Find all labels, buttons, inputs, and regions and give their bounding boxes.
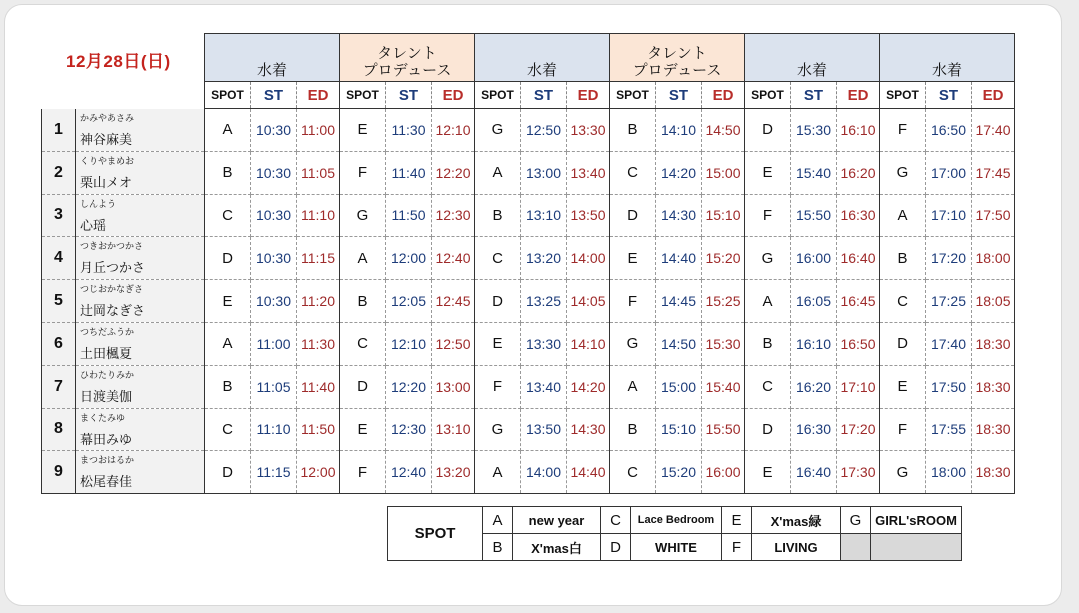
spot-cell: C [205, 194, 251, 237]
end-time: 13:10 [432, 408, 475, 451]
spot-cell: E [205, 280, 251, 323]
start-time: 12:20 [386, 365, 432, 408]
talent-kana: つちだふうか [80, 326, 135, 337]
subheader-st: ST [926, 82, 972, 109]
talent-name: 神谷麻美 [80, 131, 133, 147]
row-number: 4 [42, 237, 76, 280]
start-time: 11:00 [251, 322, 297, 365]
end-time: 13:00 [432, 365, 475, 408]
end-time: 13:50 [567, 194, 610, 237]
end-time: 11:10 [297, 194, 340, 237]
talent-kana: くりやまめお [80, 155, 135, 166]
spot-cell: G [880, 451, 926, 494]
talent-kana: しんよう [80, 198, 117, 209]
start-time: 13:20 [521, 237, 567, 280]
talent-row [42, 322, 1015, 365]
spot-cell: A [340, 237, 386, 280]
start-time: 16:10 [791, 322, 837, 365]
row-number: 2 [42, 151, 76, 194]
block-header: 水着 [745, 34, 880, 82]
talent-row [42, 237, 1015, 280]
start-time: 13:50 [521, 408, 567, 451]
schedule-date: 12月28日(日) [66, 52, 171, 71]
legend-label: new year [513, 507, 601, 534]
end-time: 15:50 [702, 408, 745, 451]
spot-cell: B [340, 280, 386, 323]
talent-name: 心瑶 [80, 217, 107, 233]
end-time: 12:20 [432, 151, 475, 194]
start-time: 11:05 [251, 365, 297, 408]
end-time: 16:50 [837, 322, 880, 365]
subheader-spot: SPOT [205, 82, 251, 109]
spot-cell: F [340, 451, 386, 494]
legend-title: SPOT [388, 507, 483, 561]
end-time: 15:20 [702, 237, 745, 280]
talent-row [42, 280, 1015, 323]
end-time: 11:05 [297, 151, 340, 194]
spot-cell: B [610, 109, 656, 152]
spot-cell: C [475, 237, 521, 280]
spot-cell: E [880, 365, 926, 408]
spot-cell: A [745, 280, 791, 323]
talent-name-cell [76, 365, 205, 408]
start-time: 11:10 [251, 408, 297, 451]
end-time: 12:10 [432, 109, 475, 152]
end-time: 15:30 [702, 322, 745, 365]
start-time: 16:40 [791, 451, 837, 494]
end-time: 14:10 [567, 322, 610, 365]
talent-name-cell [76, 408, 205, 451]
end-time: 11:00 [297, 109, 340, 152]
legend-empty-cell [841, 534, 871, 561]
start-time: 13:25 [521, 280, 567, 323]
start-time: 11:40 [386, 151, 432, 194]
legend-label: X'mas白 [513, 534, 601, 561]
end-time: 17:50 [972, 194, 1015, 237]
legend-letter: F [722, 534, 752, 561]
spot-cell: E [610, 237, 656, 280]
legend-letter: D [601, 534, 631, 561]
start-time: 17:40 [926, 322, 972, 365]
start-time: 16:50 [926, 109, 972, 152]
start-time: 15:00 [656, 365, 702, 408]
end-time: 15:00 [702, 151, 745, 194]
spot-cell: A [205, 109, 251, 152]
start-time: 15:20 [656, 451, 702, 494]
talent-name-cell [76, 322, 205, 365]
start-time: 13:30 [521, 322, 567, 365]
start-time: 14:10 [656, 109, 702, 152]
start-time: 12:50 [521, 109, 567, 152]
legend-letter: B [483, 534, 513, 561]
spot-cell: A [205, 322, 251, 365]
end-time: 14:00 [567, 237, 610, 280]
talent-name-cell [76, 237, 205, 280]
spot-cell: F [340, 151, 386, 194]
spot-cell: C [880, 280, 926, 323]
spot-cell: D [745, 109, 791, 152]
end-time: 11:50 [297, 408, 340, 451]
talent-row [42, 365, 1015, 408]
spot-cell: E [745, 451, 791, 494]
end-time: 13:30 [567, 109, 610, 152]
end-time: 17:20 [837, 408, 880, 451]
start-time: 12:30 [386, 408, 432, 451]
end-time: 15:10 [702, 194, 745, 237]
start-time: 15:10 [656, 408, 702, 451]
legend-label: WHITE [631, 534, 722, 561]
spot-cell: G [745, 237, 791, 280]
end-time: 11:20 [297, 280, 340, 323]
end-time: 18:30 [972, 408, 1015, 451]
end-time: 12:45 [432, 280, 475, 323]
talent-name: 月丘つかさ [80, 260, 146, 276]
end-time: 13:20 [432, 451, 475, 494]
start-time: 13:10 [521, 194, 567, 237]
start-time: 16:30 [791, 408, 837, 451]
sub-spacer [42, 82, 205, 109]
end-time: 12:40 [432, 237, 475, 280]
start-time: 10:30 [251, 194, 297, 237]
end-time: 18:30 [972, 322, 1015, 365]
end-time: 13:40 [567, 151, 610, 194]
start-time: 11:15 [251, 451, 297, 494]
start-time: 15:50 [791, 194, 837, 237]
start-time: 12:40 [386, 451, 432, 494]
talent-name: 辻岡なぎさ [80, 303, 146, 319]
talent-name-cell [76, 194, 205, 237]
spot-cell: F [745, 194, 791, 237]
block-header: タレント プロデュース [340, 34, 475, 82]
legend-label: Lace Bedroom [631, 507, 722, 534]
legend-letter: E [722, 507, 752, 534]
talent-row [42, 151, 1015, 194]
row-number: 7 [42, 365, 76, 408]
spot-cell: G [340, 194, 386, 237]
subheader-st: ST [791, 82, 837, 109]
talent-row [42, 451, 1015, 494]
end-time: 18:30 [972, 451, 1015, 494]
subheader-ed: ED [837, 82, 880, 109]
start-time: 16:20 [791, 365, 837, 408]
start-time: 10:30 [251, 151, 297, 194]
subheader-ed: ED [297, 82, 340, 109]
end-time: 12:50 [432, 322, 475, 365]
legend-letter: A [483, 507, 513, 534]
row-number: 6 [42, 322, 76, 365]
spot-cell: G [880, 151, 926, 194]
end-time: 16:00 [702, 451, 745, 494]
spot-cell: F [880, 408, 926, 451]
start-time: 17:50 [926, 365, 972, 408]
start-time: 13:40 [521, 365, 567, 408]
start-time: 14:45 [656, 280, 702, 323]
start-time: 13:00 [521, 151, 567, 194]
subheader-st: ST [656, 82, 702, 109]
start-time: 10:30 [251, 109, 297, 152]
end-time: 11:40 [297, 365, 340, 408]
start-time: 14:20 [656, 151, 702, 194]
spot-cell: F [475, 365, 521, 408]
talent-name-cell [76, 280, 205, 323]
end-time: 18:30 [972, 365, 1015, 408]
start-time: 14:00 [521, 451, 567, 494]
legend-label: LIVING [752, 534, 841, 561]
block-header: 水着 [475, 34, 610, 82]
start-time: 14:40 [656, 237, 702, 280]
row-number: 5 [42, 280, 76, 323]
subheader-ed: ED [432, 82, 475, 109]
spot-cell: B [610, 408, 656, 451]
date-spacer [42, 34, 205, 82]
row-number: 8 [42, 408, 76, 451]
talent-row [42, 194, 1015, 237]
spot-cell: D [205, 237, 251, 280]
spot-cell: C [205, 408, 251, 451]
spot-cell: F [610, 280, 656, 323]
end-time: 17:45 [972, 151, 1015, 194]
end-time: 18:00 [972, 237, 1015, 280]
talent-name: 松尾春佳 [80, 474, 133, 490]
spot-cell: A [475, 151, 521, 194]
start-time: 15:30 [791, 109, 837, 152]
end-time: 11:15 [297, 237, 340, 280]
start-time: 10:30 [251, 280, 297, 323]
start-time: 11:50 [386, 194, 432, 237]
spot-cell: D [880, 322, 926, 365]
end-time: 17:30 [837, 451, 880, 494]
spot-cell: D [475, 280, 521, 323]
talent-kana: つきおかつかさ [80, 241, 144, 252]
spot-cell: C [745, 365, 791, 408]
row-number: 3 [42, 194, 76, 237]
end-time: 16:45 [837, 280, 880, 323]
start-time: 12:00 [386, 237, 432, 280]
end-time: 12:30 [432, 194, 475, 237]
spot-cell: E [340, 408, 386, 451]
spot-cell: B [205, 365, 251, 408]
end-time: 14:20 [567, 365, 610, 408]
talent-name-cell [76, 151, 205, 194]
subheader-st: ST [521, 82, 567, 109]
end-time: 16:30 [837, 194, 880, 237]
talent-name: 土田楓夏 [80, 345, 133, 361]
end-time: 17:10 [837, 365, 880, 408]
spot-cell: G [475, 109, 521, 152]
talent-kana: かみやあさみ [80, 112, 135, 123]
subheader-st: ST [386, 82, 432, 109]
end-time: 16:40 [837, 237, 880, 280]
end-time: 14:05 [567, 280, 610, 323]
subheader-spot: SPOT [745, 82, 791, 109]
talent-row [42, 408, 1015, 451]
end-time: 14:30 [567, 408, 610, 451]
subheader-spot: SPOT [880, 82, 926, 109]
spot-cell: D [745, 408, 791, 451]
start-time: 14:50 [656, 322, 702, 365]
legend-letter: C [601, 507, 631, 534]
talent-name-cell [76, 451, 205, 494]
spot-cell: A [475, 451, 521, 494]
end-time: 12:00 [297, 451, 340, 494]
spot-cell: G [475, 408, 521, 451]
subheader-ed: ED [567, 82, 610, 109]
start-time: 17:25 [926, 280, 972, 323]
legend-label: X'mas緑 [752, 507, 841, 534]
spot-cell: D [610, 194, 656, 237]
talent-name: 栗山メオ [80, 174, 133, 190]
talent-kana: まつおはるか [80, 455, 135, 466]
spot-cell: B [475, 194, 521, 237]
talent-kana: まくたみゆ [80, 412, 126, 423]
spot-cell: A [610, 365, 656, 408]
block-header: 水着 [880, 34, 1015, 82]
spot-cell: E [475, 322, 521, 365]
end-time: 16:10 [837, 109, 880, 152]
spot-cell: C [610, 151, 656, 194]
talent-kana: つじおかなぎさ [80, 284, 144, 295]
end-time: 16:20 [837, 151, 880, 194]
start-time: 14:30 [656, 194, 702, 237]
spot-cell: A [880, 194, 926, 237]
start-time: 15:40 [791, 151, 837, 194]
talent-name: 日渡美伽 [80, 388, 133, 404]
subheader-spot: SPOT [340, 82, 386, 109]
subheader-ed: ED [702, 82, 745, 109]
talent-row [42, 109, 1015, 152]
schedule-table [41, 33, 1015, 494]
subheader-ed: ED [972, 82, 1015, 109]
legend-empty-cell [871, 534, 962, 561]
row-number: 1 [42, 109, 76, 152]
spot-cell: E [745, 151, 791, 194]
spot-cell: B [745, 322, 791, 365]
start-time: 17:10 [926, 194, 972, 237]
spot-cell: C [610, 451, 656, 494]
start-time: 16:05 [791, 280, 837, 323]
end-time: 18:05 [972, 280, 1015, 323]
spot-cell: D [340, 365, 386, 408]
start-time: 11:30 [386, 109, 432, 152]
block-header: タレント プロデュース [610, 34, 745, 82]
spot-cell: C [340, 322, 386, 365]
spot-legend [387, 506, 962, 561]
start-time: 18:00 [926, 451, 972, 494]
end-time: 15:25 [702, 280, 745, 323]
end-time: 17:40 [972, 109, 1015, 152]
start-time: 12:10 [386, 322, 432, 365]
spot-cell: B [205, 151, 251, 194]
legend-label: GIRL'sROOM [871, 507, 962, 534]
start-time: 17:20 [926, 237, 972, 280]
talent-name: 幕田みゆ [80, 431, 133, 447]
start-time: 10:30 [251, 237, 297, 280]
subheader-spot: SPOT [475, 82, 521, 109]
end-time: 14:40 [567, 451, 610, 494]
end-time: 14:50 [702, 109, 745, 152]
end-time: 15:40 [702, 365, 745, 408]
spot-cell: E [340, 109, 386, 152]
talent-kana: ひわたりみか [80, 369, 135, 380]
row-number: 9 [42, 451, 76, 494]
subheader-spot: SPOT [610, 82, 656, 109]
start-time: 17:00 [926, 151, 972, 194]
talent-name-cell [76, 109, 205, 152]
start-time: 12:05 [386, 280, 432, 323]
spot-cell: B [880, 237, 926, 280]
legend-letter: G [841, 507, 871, 534]
block-header: 水着 [205, 34, 340, 82]
start-time: 17:55 [926, 408, 972, 451]
spot-cell: D [205, 451, 251, 494]
spot-cell: F [880, 109, 926, 152]
spot-cell: G [610, 322, 656, 365]
end-time: 11:30 [297, 322, 340, 365]
start-time: 16:00 [791, 237, 837, 280]
subheader-st: ST [251, 82, 297, 109]
